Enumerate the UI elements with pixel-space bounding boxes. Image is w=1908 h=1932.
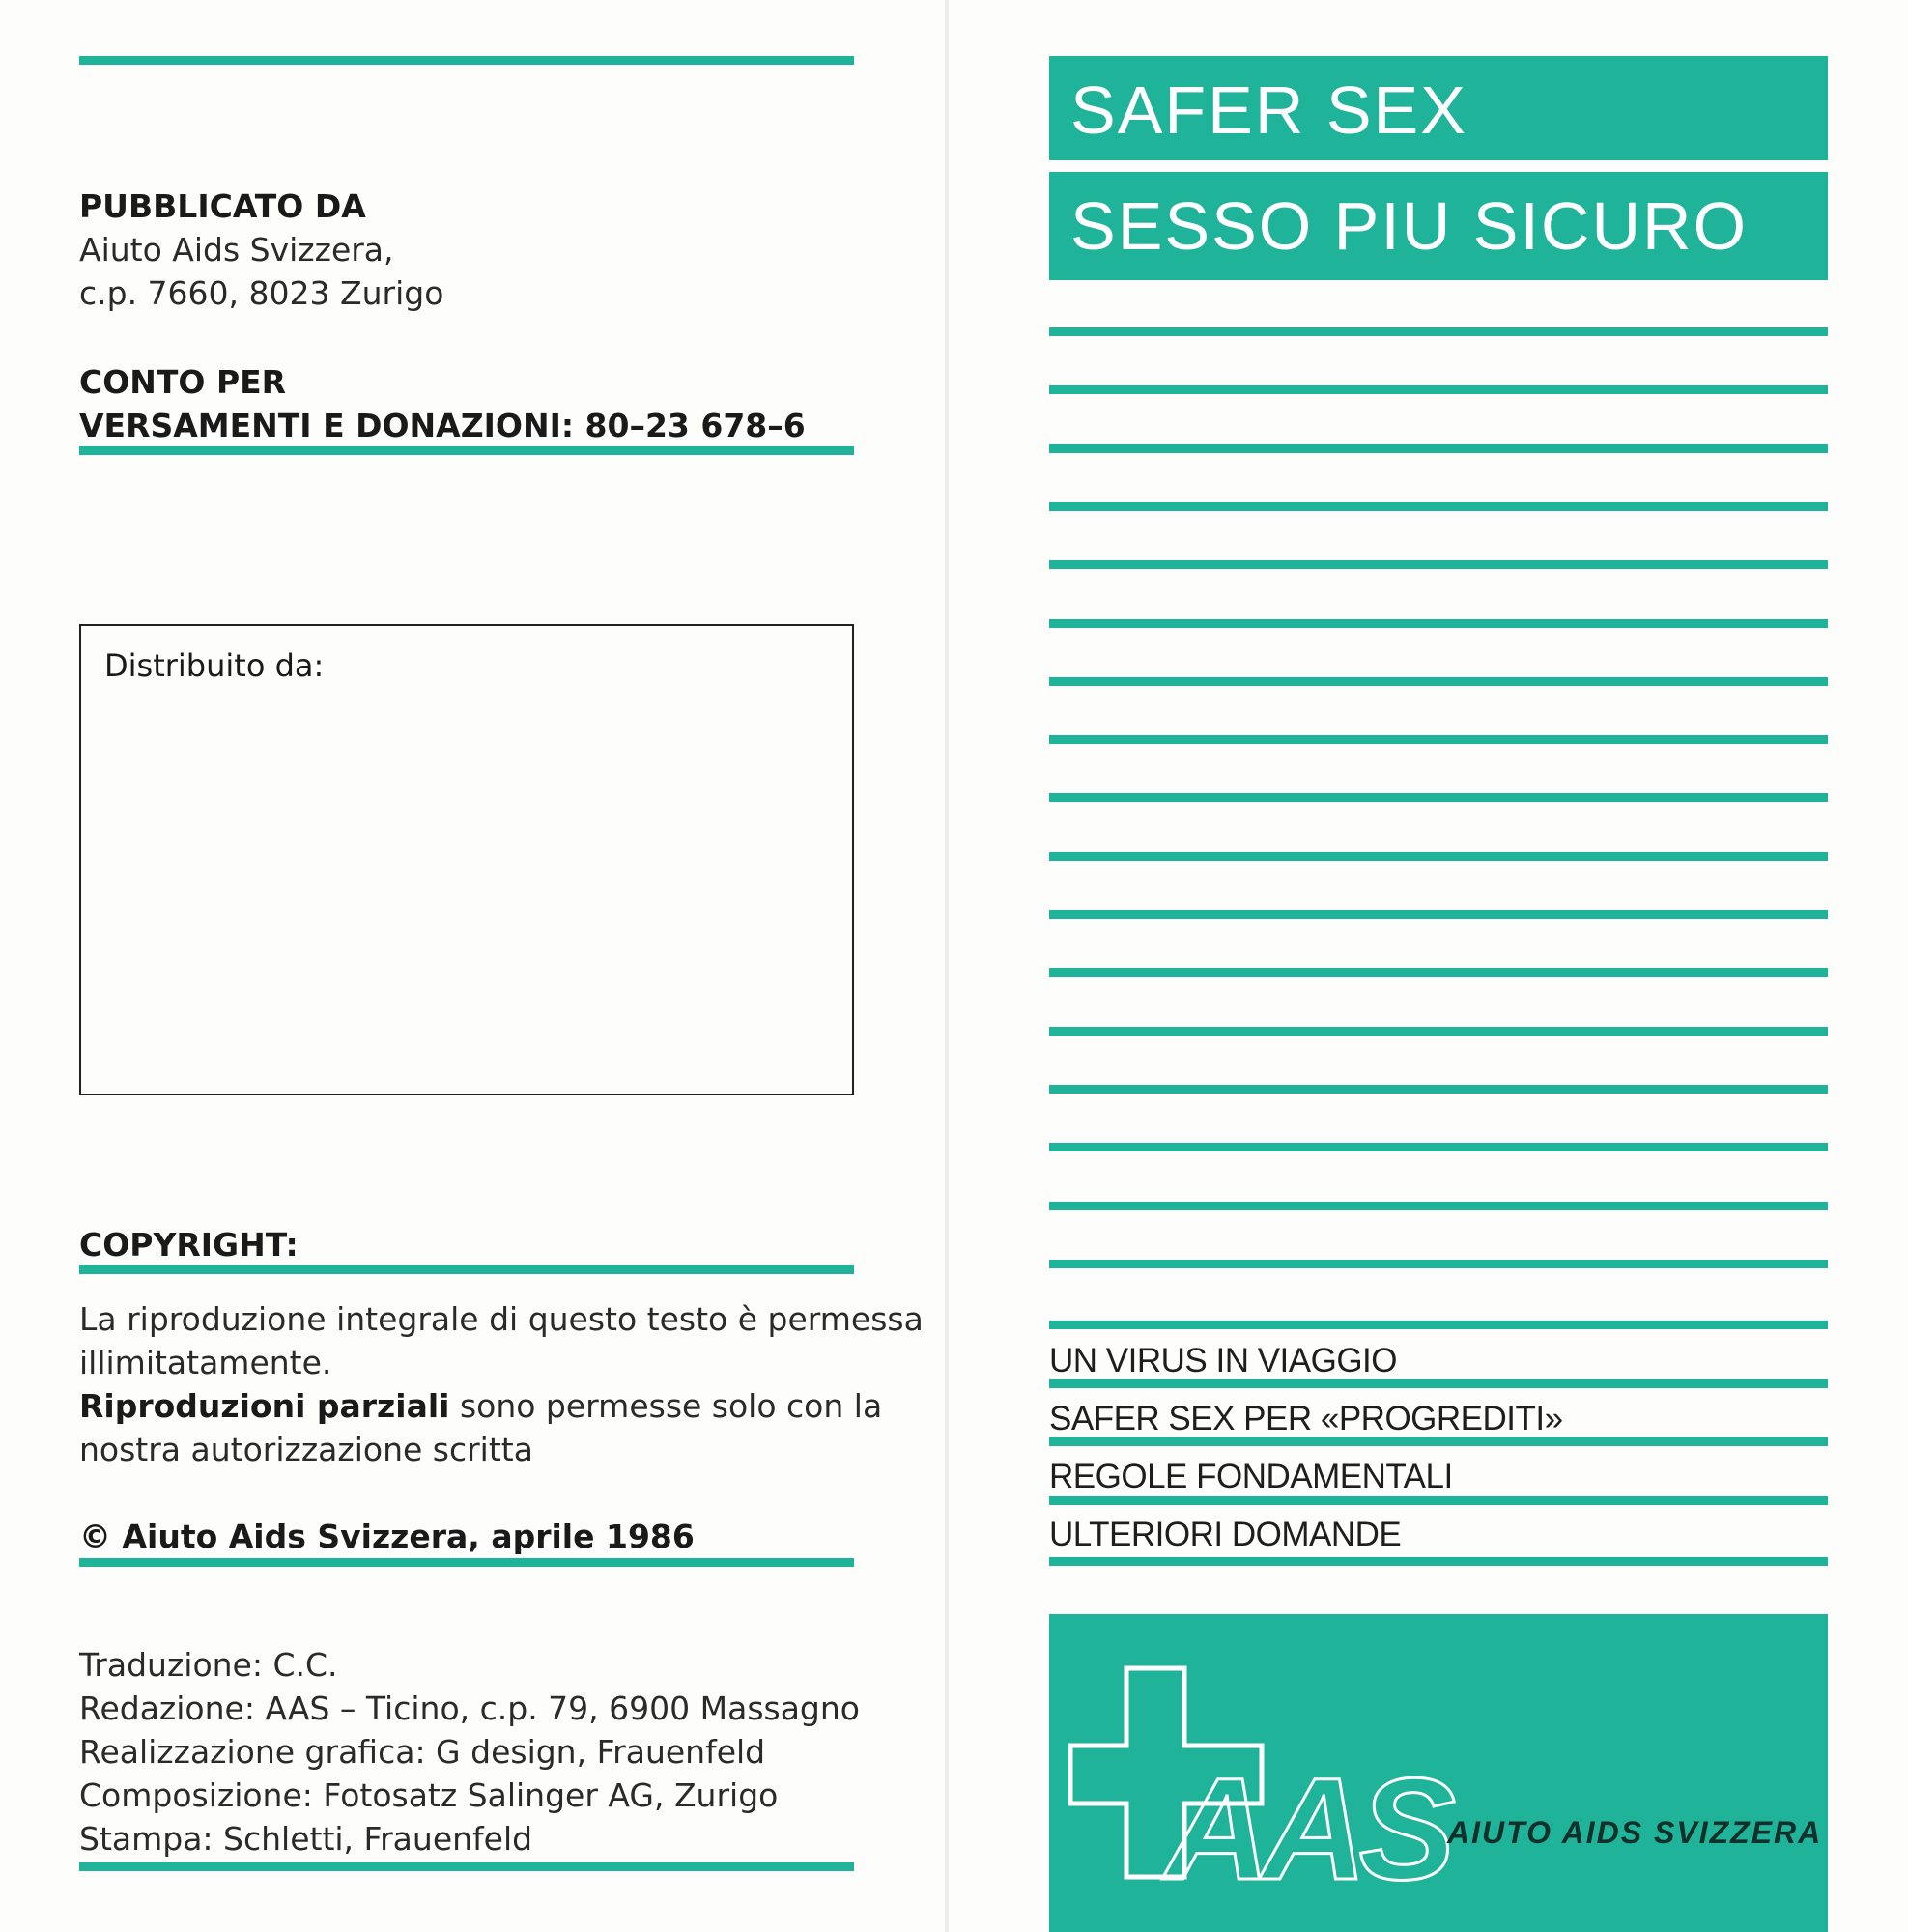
stripe bbox=[1049, 793, 1828, 802]
title-sesso-piu-sicuro: SESSO PIU SICURO bbox=[1070, 188, 1749, 264]
stripe bbox=[1049, 560, 1828, 569]
publisher-line: Aiuto Aids Svizzera, bbox=[79, 231, 394, 269]
stripe bbox=[1049, 735, 1828, 744]
publisher-line: c.p. 7660, 8023 Zurigo bbox=[79, 274, 444, 312]
toc-item: SAFER SEX PER «PROGREDITI» bbox=[1049, 1400, 1563, 1437]
copyright-text: La riproduzione integrale di questo testo è permessa bbox=[79, 1300, 924, 1338]
toc-item: REGOLE FONDAMENTALI bbox=[1049, 1458, 1453, 1495]
stripe bbox=[1049, 1496, 1828, 1505]
logo-letters: AAS bbox=[1165, 1747, 1448, 1900]
stripe bbox=[1049, 677, 1828, 686]
stripe bbox=[1049, 1027, 1828, 1036]
stripe bbox=[1049, 1143, 1828, 1151]
stripe bbox=[1049, 1085, 1828, 1094]
stripe bbox=[1049, 385, 1828, 394]
account-heading: CONTO PER bbox=[79, 363, 287, 401]
copyright-bold-phrase: Riproduzioni parziali bbox=[79, 1387, 450, 1425]
publisher-heading: PUBBLICATO DA bbox=[79, 187, 366, 225]
credit-line: Redazione: AAS – Ticino, c.p. 79, 6900 Massagno bbox=[79, 1690, 860, 1727]
copyright-text bbox=[79, 1384, 882, 1428]
credit-line: Realizzazione grafica: G design, Frauenfeld bbox=[79, 1733, 766, 1771]
copyright-notice: © Aiuto Aids Svizzera, aprile 1986 bbox=[79, 1518, 695, 1555]
copyright-rule bbox=[79, 1265, 854, 1274]
stripe bbox=[1049, 502, 1828, 511]
copyright-text: illimitatamente. bbox=[79, 1344, 332, 1381]
notice-rule bbox=[79, 1558, 854, 1567]
distributor-box bbox=[79, 624, 854, 1095]
copyright-text: nostra autorizzazione scritta bbox=[79, 1431, 533, 1468]
stripe bbox=[1049, 327, 1828, 336]
credit-line: Traduzione: C.C. bbox=[79, 1646, 338, 1684]
stripe bbox=[1049, 852, 1828, 861]
logo-tagline: AIUTO AIDS SVIZZERA bbox=[1447, 1815, 1823, 1850]
stripe bbox=[1049, 968, 1828, 977]
stripe bbox=[1049, 619, 1828, 628]
stripe bbox=[1049, 910, 1828, 919]
credit-line: Composizione: Fotosatz Salinger AG, Zurigo bbox=[79, 1776, 779, 1814]
aas-cross-logo bbox=[1068, 1649, 1474, 1900]
account-rule bbox=[79, 446, 854, 455]
stripe bbox=[1049, 444, 1828, 453]
toc-item: ULTERIORI DOMANDE bbox=[1049, 1516, 1402, 1553]
cover-panel bbox=[947, 0, 1908, 1932]
title-safer-sex: SAFER SEX bbox=[1070, 72, 1467, 148]
title-band-2 bbox=[1049, 172, 1828, 280]
top-rule bbox=[79, 56, 854, 65]
stripe bbox=[1049, 1202, 1828, 1210]
copyright-heading: COPYRIGHT: bbox=[79, 1226, 299, 1264]
logo-band bbox=[1049, 1614, 1828, 1932]
stripe bbox=[1049, 1437, 1828, 1446]
toc-item: UN VIRUS IN VIAGGIO bbox=[1049, 1342, 1397, 1379]
distributor-label: Distribuito da: bbox=[104, 647, 325, 684]
stripe bbox=[1049, 1321, 1828, 1329]
bottom-rule bbox=[79, 1862, 854, 1871]
back-panel bbox=[0, 0, 947, 1932]
stripe bbox=[1049, 1260, 1828, 1268]
credit-line: Stampa: Schletti, Frauenfeld bbox=[79, 1820, 533, 1858]
stripe bbox=[1049, 1557, 1828, 1566]
account-number: VERSAMENTI E DONAZIONI: 80–23 678–6 bbox=[79, 407, 806, 444]
copyright-text-rest: sono permesse solo con la bbox=[449, 1387, 883, 1425]
stripe bbox=[1049, 1379, 1828, 1388]
title-band-1 bbox=[1049, 56, 1828, 160]
